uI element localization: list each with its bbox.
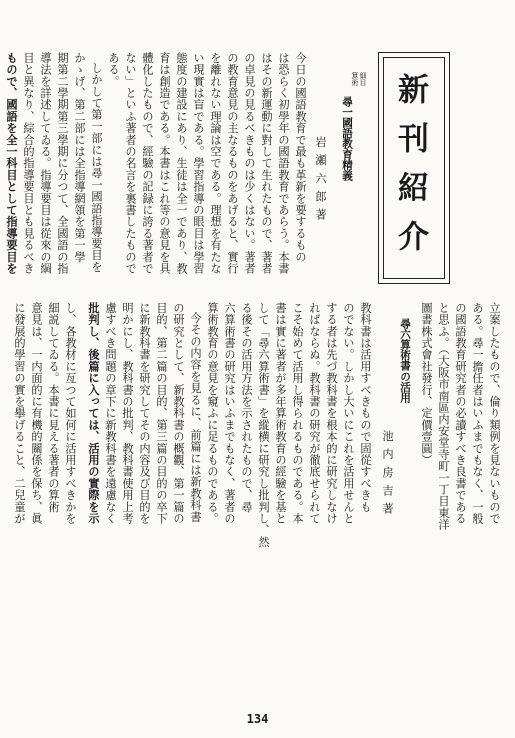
book1-line: の教育意見の主なるものをあげると、實行 [226, 52, 239, 275]
book2-line: の國語教育研究者の必讀すべき良書である [454, 302, 467, 525]
book2-line: 今その内容を見るに、前篇には新教科書 [189, 312, 202, 523]
book2-line: こそ始めて活用し得られるものである。本 [291, 302, 304, 525]
book2-line: 教科書は活用すべきもので固從すべきも [359, 302, 372, 513]
book3-line: 意見は、一内面的に有機的關係を保ち、眞 [30, 302, 43, 525]
book1-line: ない」といふ著者の名言を裏書したもので [124, 52, 137, 275]
book1-line: の卓見の見るべきものは少くはない。著者 [243, 52, 256, 275]
book2-line: して「尋六算術書」を縱横に研究し批判し、然 [257, 302, 270, 548]
book1-line: 目と異なり、綜合的指導要目とも見るべき [22, 52, 35, 275]
book2-line: に新教科書を研究してその内容及び目的を [138, 302, 151, 525]
book2-line: ある。尋一擔任者はいふまでもなく、一般 [471, 302, 484, 525]
book2-line: 立案したもので、倫り類例を見ないもので [488, 302, 501, 525]
book2-line: 明かにし、教科書の批判、教科書使用上考 [121, 302, 134, 525]
book1-line: ある。 [107, 52, 120, 88]
book1-line: い現實は盲である。學習指導の眼目は學習 [192, 52, 205, 275]
book1-line: 育は創造である。本書はこれ等の意見を具 [158, 52, 171, 275]
book1-line: かゝげ、第二部には全指導網領を第一學 [73, 52, 86, 263]
book2-line: 書は實に著者が多年算術教育の經驗を基と [274, 302, 287, 525]
book2-line: のでない。しかし大いにこれを活用せんと [342, 302, 355, 525]
section-title: 新刊紹介 [392, 73, 428, 269]
book2-line: する者は先づ教科書を根本的に研究しなけ [325, 302, 338, 525]
book1-line: 導法を詳述してゐる。指導要目は從來の綱 [39, 52, 52, 275]
book2-author: 池内房吉著 [381, 430, 394, 521]
book2-line: と思ふ。（大阪市南區内安堂寺町一丁目東洋 [437, 302, 450, 531]
book1-line: 體化したもので、經驗の記録に誇る著者で [141, 52, 154, 275]
book2-title: 尋六算術書の活用 [399, 318, 411, 403]
book1-line: 今日の國語教育で最も革新を要するもの [294, 52, 307, 263]
book2-line: の研究として、新教科書の概觀、第一篇の [172, 302, 185, 525]
book2-line: 慮すべき問題の章下に新教科書を遠慮なく [104, 302, 117, 525]
book2-line: 批判し、後篇に入っては、活用の實際を示 [87, 302, 101, 525]
book3-line: 細説してゐる。本書に見える著者の算術 [47, 302, 60, 513]
book1-line: を離れない理論は空である。理想を有たな [209, 52, 222, 275]
book1-line: はその新運動に對して生れたもので、著者 [260, 52, 273, 275]
book1-line: もので、國語を全一科目として指導要目を [5, 52, 19, 275]
book3-line: し、各教材に亙つて如何に活用すべきかを [64, 302, 77, 525]
book1-category2: 算術 [351, 72, 359, 86]
book2-line: 目的、第二篇の目的、第三篇の目的の卒下 [155, 302, 168, 525]
book1-title: 尋一國語教育精義 [341, 96, 353, 181]
book1-category: 細目 [359, 72, 367, 86]
page-number: 134 [246, 712, 269, 726]
book2-line: る後その活用方法を示されたもので、尋 [240, 302, 253, 513]
book2-line: 六算術書の研究はいふまでもなく、著者の [223, 302, 236, 525]
book1-line: 期第二學期第三學期に分つて、全國語の指 [56, 52, 69, 275]
book3-line: に發展的學習の實を擧げること、二兒童が [13, 302, 26, 525]
book2-line: 圖書株式會社發行、定價壹圓） [420, 302, 433, 466]
book1-line: 態度の建設にあり、生徒は全一であり、教 [175, 52, 188, 275]
book1-author: 岩瀬六郎著 [314, 136, 327, 227]
book1-line: は恐らく初學年の國語教育であらう。本書 [277, 52, 290, 275]
book1-line: しかして第一部には尋一國語指導要目を [90, 62, 103, 273]
book2-line: ればならぬ。教科書の研究が徹底せられて [308, 302, 321, 525]
book2-line: 算術教育の意見を窺ふに足るものである。 [206, 302, 219, 525]
